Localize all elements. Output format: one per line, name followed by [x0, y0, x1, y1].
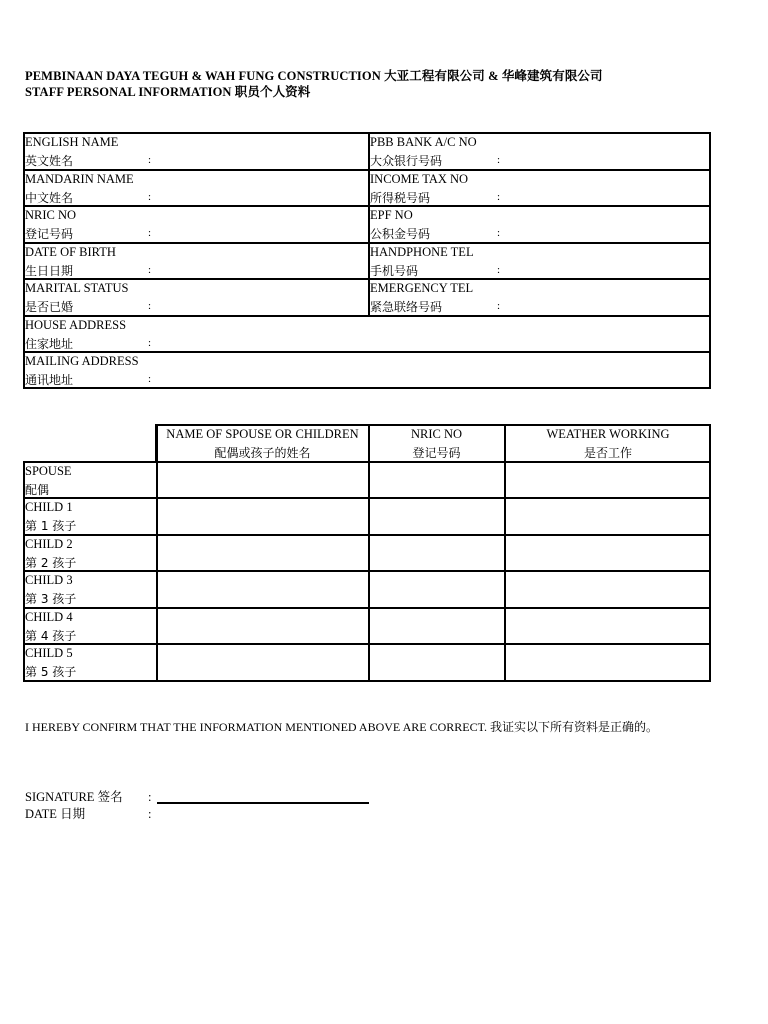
field-label-zh: 中文姓名 — [25, 191, 74, 205]
row-line — [24, 497, 710, 499]
row-label-en: CHILD 5 — [25, 646, 73, 660]
column-header-name: NAME OF SPOUSE OR CHILDREN — [166, 427, 359, 441]
row-label-en: CHILD 2 — [25, 537, 73, 551]
confirmation-statement: I HEREBY CONFIRM THAT THE INFORMATION MENTIONED ABOVE ARE CORRECT. 我证实以下所有资料是正确的。 — [25, 720, 659, 734]
field-label-zh: 英文姓名 — [25, 154, 74, 168]
field-colon: : — [148, 373, 152, 385]
row-line — [24, 278, 710, 280]
row-line — [24, 607, 710, 609]
field-colon: : — [497, 300, 501, 312]
field-colon: : — [148, 154, 152, 166]
row-label-zh: 第 4 孩子 — [25, 629, 77, 643]
row-label-zh: 配偶 — [25, 483, 50, 497]
column-header-nric-zh: 登记号码 — [412, 446, 461, 460]
field-label-en: INCOME TAX NO — [370, 172, 469, 186]
form-title: STAFF PERSONAL INFORMATION 职员个人资料 — [25, 85, 311, 99]
field-label-zh: 大众银行号码 — [370, 154, 443, 168]
row-line — [24, 570, 710, 572]
row-line — [24, 315, 710, 317]
row-label-zh: 第 5 孩子 — [25, 665, 77, 679]
field-label-en: DATE OF BIRTH — [25, 245, 116, 259]
column-header-name-zh: 配偶或孩子的姓名 — [214, 446, 311, 460]
column-header-working-zh: 是否工作 — [583, 446, 632, 460]
field-label-en: MANDARIN NAME — [25, 172, 134, 186]
field-colon: : — [497, 191, 501, 203]
date-label: DATE 日期 — [25, 807, 86, 821]
field-colon: : — [497, 227, 501, 239]
field-label-en: HOUSE ADDRESS — [25, 318, 127, 332]
field-colon: : — [148, 191, 152, 203]
column-header-nric: NRIC NO — [410, 427, 463, 441]
field-label-zh: 手机号码 — [370, 264, 419, 278]
field-label-zh: 登记号码 — [25, 227, 74, 241]
field-colon: : — [148, 227, 152, 239]
field-label-zh: 紧急联络号码 — [370, 300, 443, 314]
row-label-zh: 第 2 孩子 — [25, 556, 77, 570]
date-colon: : — [148, 807, 152, 821]
row-label-zh: 第 3 孩子 — [25, 592, 77, 606]
field-label-en: MAILING ADDRESS — [25, 354, 139, 368]
row-label-en: CHILD 1 — [25, 500, 73, 514]
field-label-zh: 住家地址 — [25, 337, 74, 351]
field-label-en: NRIC NO — [25, 208, 77, 222]
column-header-working: WEATHER WORKING — [546, 427, 670, 441]
family-table — [23, 461, 711, 682]
row-line — [24, 643, 710, 645]
field-label-zh: 公积金号码 — [370, 227, 431, 241]
field-label-en: PBB BANK A/C NO — [370, 135, 477, 149]
field-label-en: EPF NO — [370, 208, 413, 222]
row-label-en: CHILD 3 — [25, 573, 73, 587]
row-label-en: CHILD 4 — [25, 610, 73, 624]
field-colon: : — [148, 337, 152, 349]
row-line — [24, 205, 710, 207]
field-label-zh: 通讯地址 — [25, 373, 74, 387]
row-line — [24, 351, 710, 353]
field-label-en: HANDPHONE TEL — [370, 245, 474, 259]
row-line — [24, 242, 710, 244]
field-label-en: MARITAL STATUS — [25, 281, 129, 295]
signature-colon: : — [148, 790, 152, 804]
row-label-zh: 第 1 孩子 — [25, 519, 77, 533]
field-colon: : — [148, 264, 152, 276]
row-line — [24, 534, 710, 536]
row-line — [24, 169, 710, 171]
field-label-en: EMERGENCY TEL — [370, 281, 474, 295]
field-colon: : — [497, 264, 501, 276]
row-label-en: SPOUSE — [25, 464, 72, 478]
company-title: PEMBINAAN DAYA TEGUH & WAH FUNG CONSTRUCTION 大亚工程有限公司 & 华峰建筑有限公司 — [25, 69, 603, 83]
field-label-en: ENGLISH NAME — [25, 135, 119, 149]
field-label-zh: 生日日期 — [25, 264, 74, 278]
field-label-zh: 是否已婚 — [25, 300, 74, 314]
field-colon: : — [148, 300, 152, 312]
signature-label: SIGNATURE 签名 — [25, 790, 123, 804]
signature-line[interactable] — [157, 802, 369, 804]
field-label-zh: 所得税号码 — [370, 191, 431, 205]
field-colon: : — [497, 154, 501, 166]
